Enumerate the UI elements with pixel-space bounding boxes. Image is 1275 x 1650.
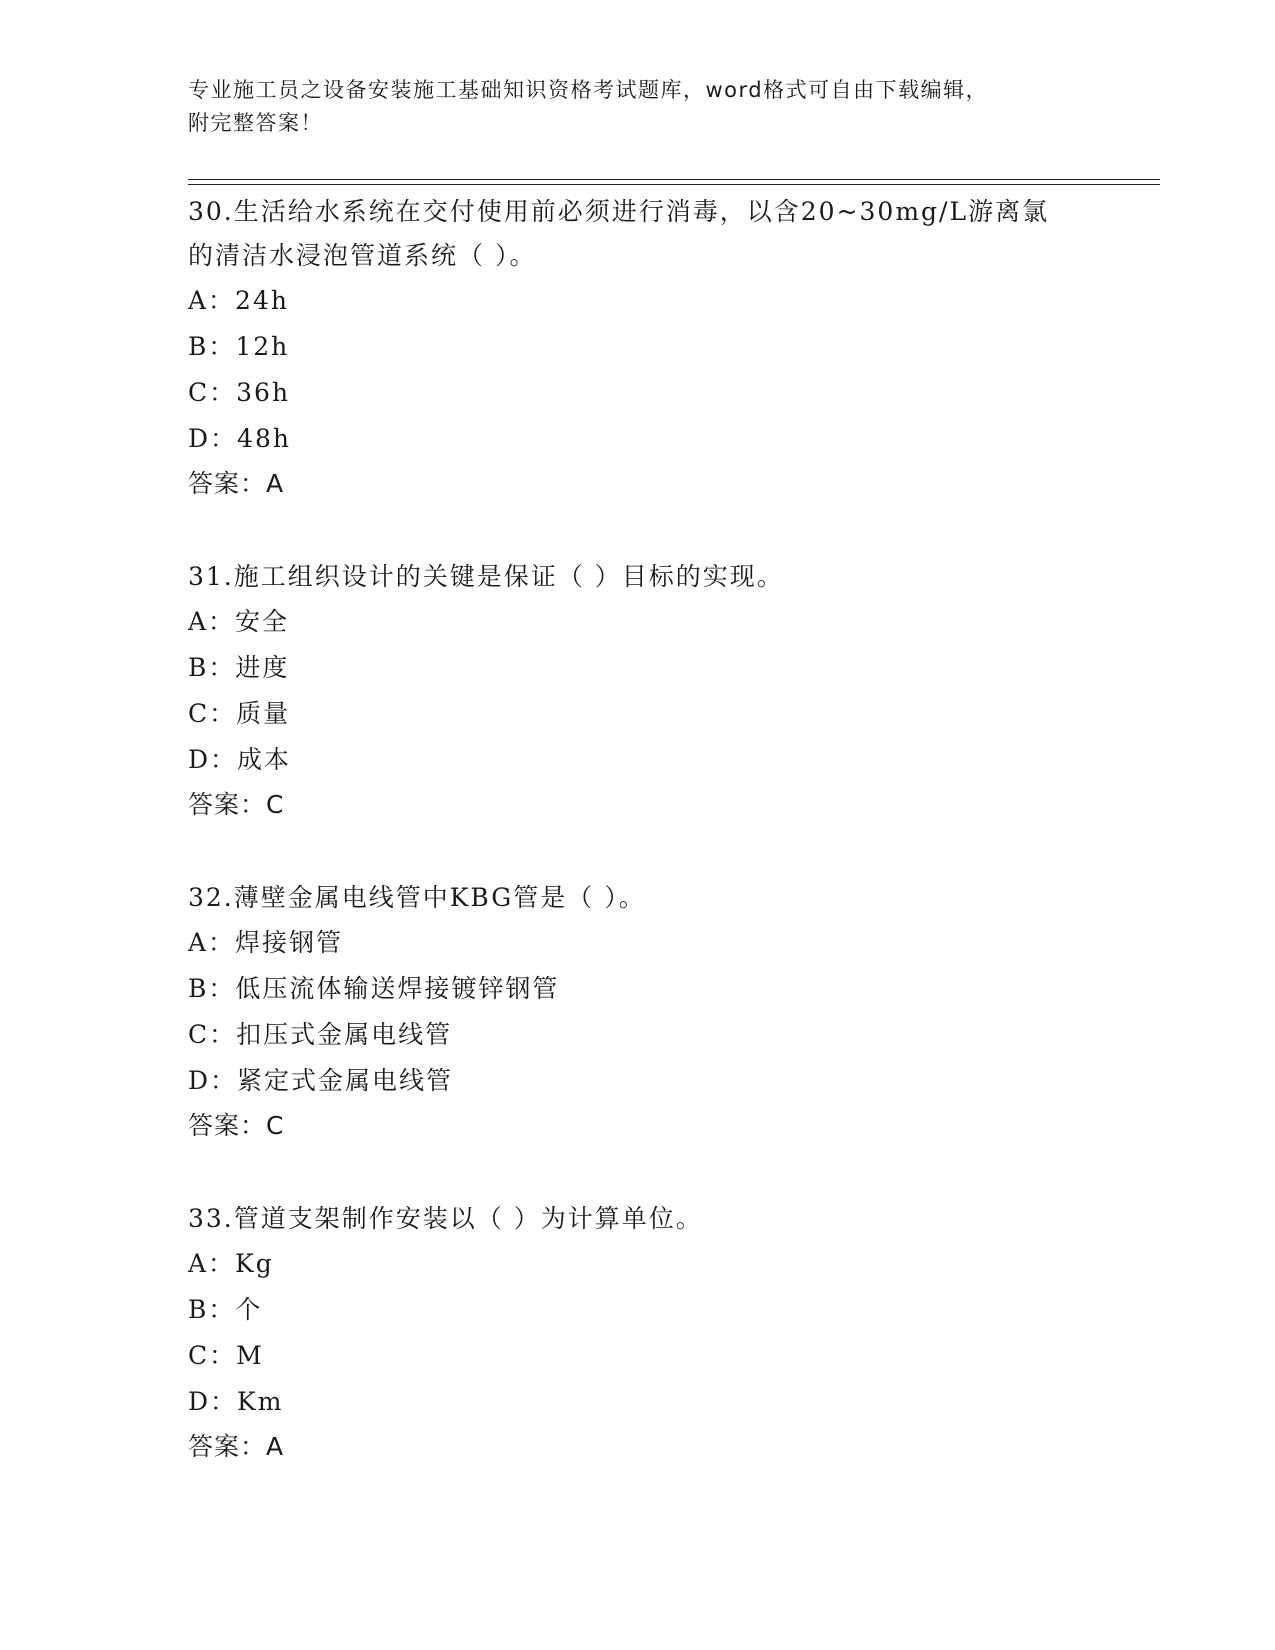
option-a: A：Kg [188,1249,274,1278]
option-d: D：紧定式金属电线管 [188,1066,454,1095]
option-c: C：扣压式金属电线管 [188,1020,453,1049]
option-a: A：24h [188,286,289,315]
question-30 [188,190,1088,506]
question-text-line-1: 31.施工组织设计的关键是保证（ ）目标的实现。 [188,562,784,591]
option-d: D：Km [188,1387,284,1416]
option-a: A：焊接钢管 [188,928,344,957]
option-d: D：成本 [188,745,292,774]
document-header [188,74,1068,140]
option-c: C：36h [188,378,291,407]
answer-label: 答案：C [188,790,285,819]
option-c: C：质量 [188,699,291,728]
option-a: A：安全 [188,607,290,636]
option-b: B：进度 [188,653,290,682]
option-b: B：12h [188,332,290,361]
answer-label: 答案：A [188,469,285,498]
question-33 [188,1197,1088,1469]
header-line-1: 专业施工员之设备安装施工基础知识资格考试题库，word格式可自由下载编辑， [188,78,989,102]
header-divider-bottom [188,184,1160,185]
option-b: B：低压流体输送焊接镀锌钢管 [188,974,560,1003]
question-text-line-1: 32.薄壁金属电线管中KBG管是（ ）。 [188,883,646,912]
option-b: B：个 [188,1295,263,1324]
question-text-line-2: 的清洁水浸泡管道系统（ ）。 [188,241,537,270]
header-divider-top [188,179,1160,180]
question-32 [188,876,1088,1148]
question-text-line-1: 30.生活给水系统在交付使用前必须进行消毒，以含20~30mg/L游离氯 [188,197,1050,226]
answer-label: 答案：C [188,1111,285,1140]
answer-label: 答案：A [188,1432,285,1461]
question-31 [188,555,1088,827]
option-d: D：48h [188,424,291,453]
question-text-line-1: 33.管道支架制作安装以（ ）为计算单位。 [188,1204,703,1233]
option-c: C：M [188,1341,264,1370]
header-line-2: 附完整答案！ [188,111,323,135]
